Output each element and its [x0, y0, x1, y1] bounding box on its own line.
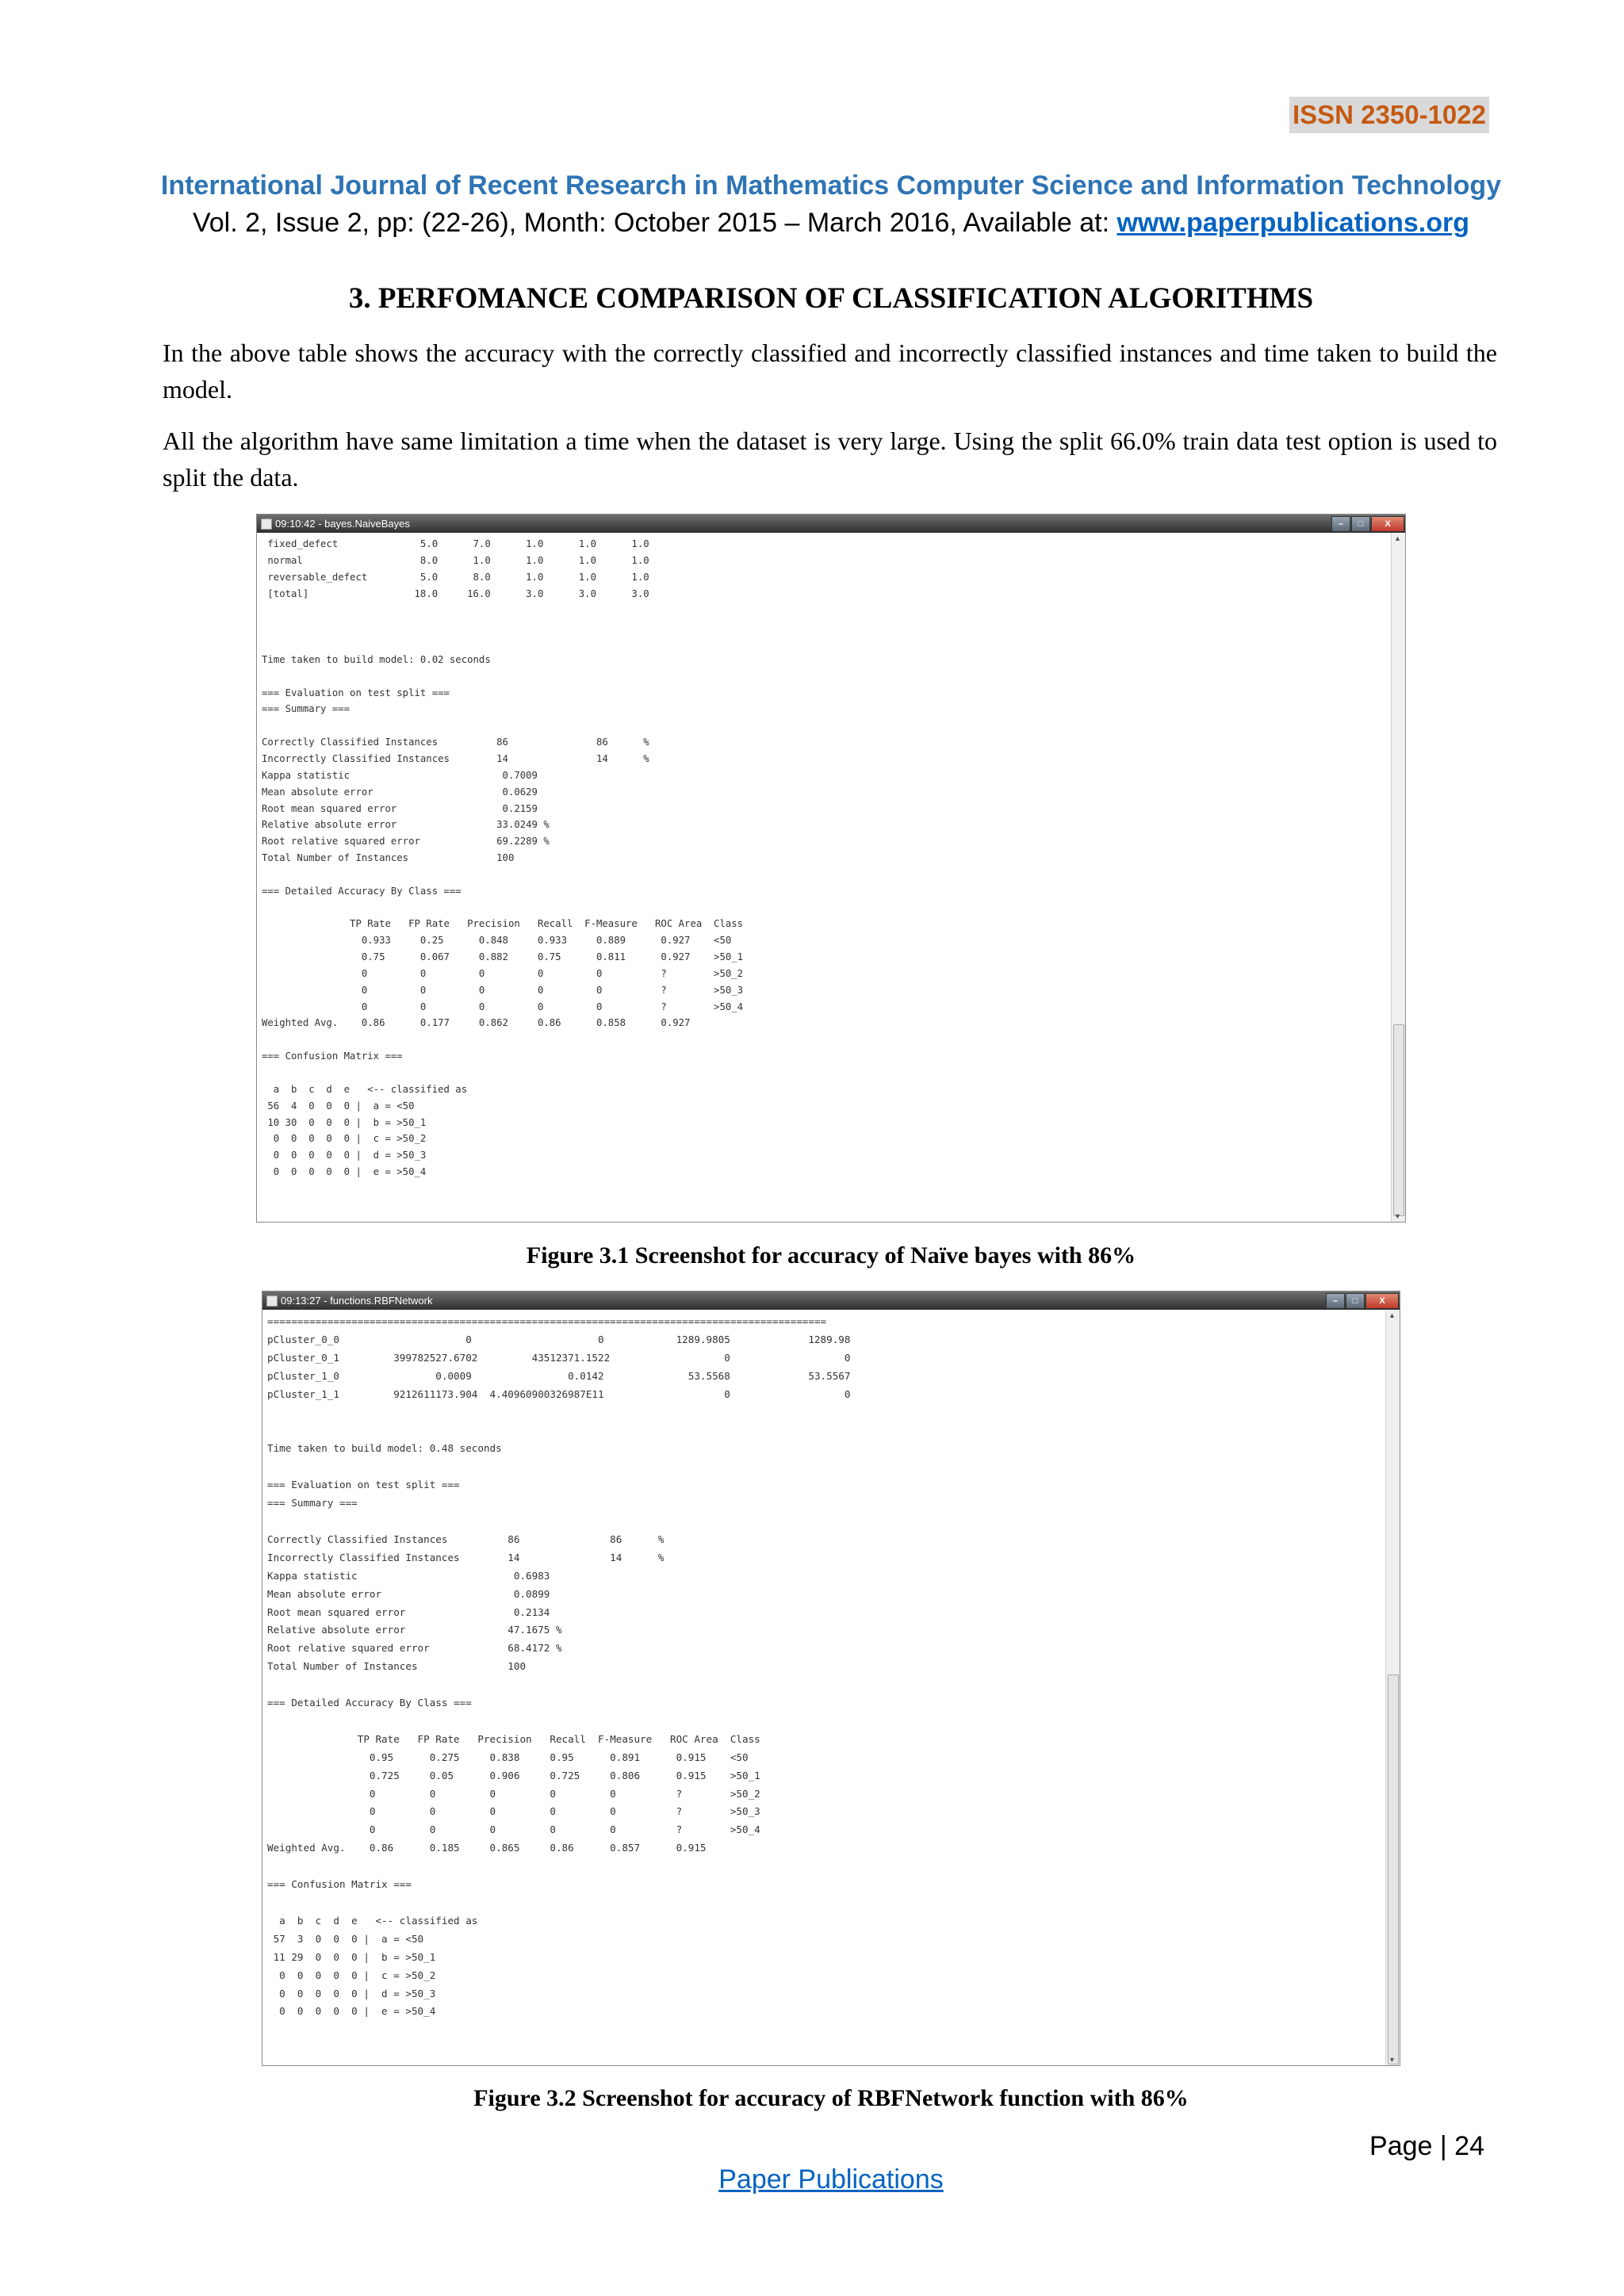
console-line: Root relative squared error 69.2289 % [262, 836, 550, 848]
window-title: 09:13:27 - functions.RBFNetwork [281, 1295, 433, 1307]
scroll-up-icon[interactable]: ▲ [1388, 1311, 1396, 1319]
console-line: Root mean squared error 0.2134 [267, 1605, 550, 1618]
console-line: === Summary === [267, 1497, 358, 1510]
console-line: Correctly Classified Instances 86 86 % [267, 1533, 665, 1545]
console-line [262, 1031, 1392, 1048]
console-line: 56 4 0 0 0 | a = <50 [262, 1100, 415, 1112]
console-line: pCluster_1_0 0.0009 0.0142 53.5568 53.5567 [267, 1369, 851, 1382]
console-line: [total] 18.0 16.0 3.0 3.0 3.0 [262, 587, 649, 599]
journal-title: International Journal of Recent Research in Mathematics Computer Science and Information Technology [160, 170, 1502, 201]
console-line: Kappa statistic 0.6983 [267, 1569, 550, 1582]
console-output [257, 533, 1392, 1222]
console-line: a b c d e <-- classified as [267, 1914, 478, 1927]
section-heading: 3. PERFOMANCE COMPARISON OF CLASSIFICATION ALGORITHMS [348, 282, 1314, 315]
console-line: Kappa statistic 0.7009 [262, 769, 538, 781]
console-line: pCluster_1_1 9212611173.904 4.40960900326987E11 0 0 [267, 1387, 851, 1400]
scrollbar-thumb[interactable] [1388, 1674, 1399, 2064]
console-line: === Evaluation on test split === [267, 1479, 460, 1491]
console-line: 0 0 0 0 0 | c = >50_2 [262, 1133, 427, 1145]
maximize-button[interactable]: □ [1351, 516, 1370, 532]
console-line [267, 1422, 1386, 1440]
console-line: 0 0 0 0 0 | d = >50_3 [262, 1150, 427, 1161]
figure-1-caption: Figure 3.1 Screenshot for accuracy of Naïve bayes with 86% [526, 1242, 1136, 1269]
maximize-button[interactable]: □ [1346, 1293, 1365, 1309]
console-line: 0.933 0.25 0.848 0.933 0.889 0.927 <50 [262, 935, 732, 947]
minimize-button[interactable]: – [1331, 516, 1350, 532]
console-line [267, 1404, 1386, 1422]
console-line: === Summary === [262, 703, 350, 715]
console-line [262, 900, 1392, 916]
console-line: normal 8.0 1.0 1.0 1.0 1.0 [262, 554, 649, 566]
scroll-down-icon[interactable]: ▼ [1388, 2056, 1396, 2064]
console-line: 0 0 0 0 0 ? >50_4 [262, 1001, 744, 1012]
console-line: === Detailed Accuracy By Class === [262, 885, 462, 897]
app-icon [266, 1295, 278, 1307]
vertical-scrollbar[interactable] [1385, 1310, 1400, 2065]
console-line: 0 0 0 0 0 | c = >50_2 [267, 1969, 436, 1981]
console-line: 0 0 0 0 0 ? >50_4 [267, 1823, 760, 1836]
console-line: 57 3 0 0 0 | a = <50 [267, 1932, 424, 1945]
console-line [262, 668, 1392, 685]
volume-text: Vol. 2, Issue 2, pp: (22-26), Month: October 2015 – March 2016, Available at: [192, 208, 1117, 238]
console-line [262, 602, 1392, 618]
console-line [267, 1513, 1386, 1531]
console-line: 0 0 0 0 0 | d = >50_3 [267, 1987, 436, 1999]
console-line [267, 1894, 1386, 1912]
console-line: a b c d e <-- classified as [262, 1083, 468, 1095]
console-line: ============================================================================================= [267, 1315, 827, 1327]
console-line: Total Number of Instances 100 [262, 852, 515, 864]
console-line: Root relative squared error 68.4172 % [267, 1642, 562, 1655]
window-titlebar[interactable] [262, 1292, 1400, 1310]
page-number: Page | 24 [1369, 2131, 1484, 2161]
console-line: Time taken to build model: 0.48 seconds [267, 1442, 502, 1455]
window-title: 09:10:42 - bayes.NaiveBayes [275, 518, 410, 530]
close-button[interactable]: X [1365, 1293, 1399, 1309]
console-line: 0 0 0 0 0 ? >50_2 [267, 1787, 760, 1800]
console-line: Incorrectly Classified Instances 14 14 % [262, 752, 649, 764]
paragraph-1: In the above table shows the accuracy with the correctly classified and incorrectly classified instances and time taken to build the model. [163, 339, 1497, 404]
naive-bayes-output-window [256, 514, 1406, 1223]
console-line: 0 0 0 0 0 ? >50_3 [262, 984, 744, 996]
console-line: Root mean squared error 0.2159 [262, 802, 538, 814]
console-line: Time taken to build model: 0.02 seconds [262, 653, 491, 665]
console-line [262, 867, 1392, 883]
console-line: 0 0 0 0 0 ? >50_2 [262, 967, 744, 979]
console-line: Correctly Classified Instances 86 86 % [262, 737, 649, 748]
console-line [262, 635, 1392, 652]
console-line: Weighted Avg. 0.86 0.185 0.865 0.86 0.857 0.915 [267, 1842, 707, 1854]
console-line: === Evaluation on test split === [262, 687, 450, 698]
console-line: TP Rate FP Rate Precision Recall F-Measure ROC Area Class [267, 1732, 760, 1745]
website-link[interactable]: www.paperpublications.org [1116, 208, 1470, 238]
console-line: reversable_defect 5.0 8.0 1.0 1.0 1.0 [262, 571, 649, 583]
close-button[interactable]: X [1371, 516, 1404, 532]
console-line: Total Number of Instances 100 [267, 1660, 527, 1673]
scroll-down-icon[interactable]: ▼ [1394, 1212, 1401, 1220]
volume-line [0, 208, 1624, 239]
publisher-link[interactable]: Paper Publications [718, 2164, 944, 2195]
console-line [267, 1712, 1386, 1731]
console-line: === Detailed Accuracy By Class === [267, 1697, 472, 1709]
console-line: 0.725 0.05 0.906 0.725 0.806 0.915 >50_1 [267, 1769, 760, 1781]
console-line: pCluster_0_1 399782527.6702 43512371.1522 0 0 [267, 1351, 851, 1364]
console-line: 0 0 0 0 0 | e = >50_4 [262, 1166, 427, 1178]
console-line [262, 718, 1392, 734]
console-line: 0 0 0 0 0 | e = >50_4 [267, 2005, 436, 2018]
figure-2-caption: Figure 3.2 Screenshot for accuracy of RBFNetwork function with 86% [473, 2085, 1189, 2111]
console-line: Mean absolute error 0.0899 [267, 1587, 550, 1600]
console-line: === Confusion Matrix === [267, 1878, 412, 1891]
console-line: Relative absolute error 33.0249 % [262, 819, 550, 831]
vertical-scrollbar[interactable] [1391, 533, 1405, 1222]
console-line [262, 1065, 1392, 1081]
console-line: 0.95 0.275 0.838 0.95 0.891 0.915 <50 [267, 1751, 749, 1763]
console-line: 10 30 0 0 0 | b = >50_1 [262, 1116, 427, 1128]
console-line: Weighted Avg. 0.86 0.177 0.862 0.86 0.858 0.927 [262, 1017, 691, 1029]
console-line [267, 1458, 1386, 1476]
console-line: 0.75 0.067 0.882 0.75 0.811 0.927 >50_1 [262, 951, 744, 963]
console-line: TP Rate FP Rate Precision Recall F-Measure ROC Area Class [262, 918, 744, 930]
console-line: Incorrectly Classified Instances 14 14 % [267, 1551, 665, 1563]
rbfnetwork-output-window [262, 1291, 1400, 2066]
console-output [262, 1310, 1386, 2065]
console-line [267, 1858, 1386, 1876]
app-icon [261, 519, 272, 530]
scrollbar-thumb[interactable] [1393, 1024, 1404, 1216]
paragraph-2: All the algorithm have same limitation a time when the dataset is very large. Using the split 66.0% train data test option is used to split the data. [163, 427, 1497, 492]
console-line: Relative absolute error 47.1675 % [267, 1624, 562, 1636]
console-line: === Confusion Matrix === [262, 1050, 403, 1062]
console-line [267, 1676, 1386, 1694]
issn-label: ISSN 2350-1022 [1289, 97, 1489, 133]
console-line: Mean absolute error 0.0629 [262, 786, 538, 798]
minimize-button[interactable]: – [1326, 1293, 1345, 1309]
console-line: pCluster_0_0 0 0 1289.9805 1289.98 [267, 1333, 851, 1345]
console-line: fixed_defect 5.0 7.0 1.0 1.0 1.0 [262, 538, 649, 549]
console-line: 11 29 0 0 0 | b = >50_1 [267, 1950, 436, 1963]
console-line [262, 618, 1392, 635]
scroll-up-icon[interactable]: ▲ [1394, 534, 1401, 542]
console-line: 0 0 0 0 0 ? >50_3 [267, 1805, 760, 1818]
window-titlebar[interactable] [257, 515, 1405, 533]
